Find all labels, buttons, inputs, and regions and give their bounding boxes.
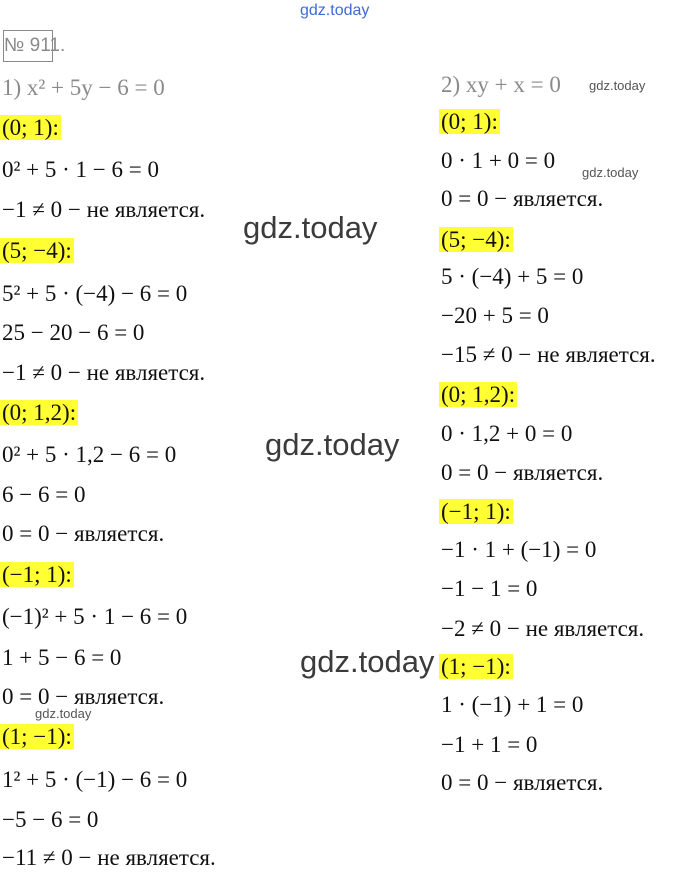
- part2-step: −1 · 1 + (−1) = 0: [441, 537, 597, 562]
- part2-step: 0 · 1 + 0 = 0: [441, 148, 556, 173]
- part2-step: −2 ≠ 0 − не является.: [441, 616, 645, 641]
- part2-step: 5 · (−4) + 5 = 0: [441, 264, 584, 289]
- part1-step: (−1)² + 5 · 1 − 6 = 0: [2, 604, 188, 629]
- part1-step: 5² + 5 · (−4) − 6 = 0: [2, 281, 188, 306]
- part1-step: −1 ≠ 0 − не является.: [2, 360, 206, 385]
- part2-step: 1 · (−1) + 1 = 0: [441, 692, 584, 717]
- part2-point-4: (1; −1):: [441, 654, 511, 679]
- watermark-big-2: gdz.today: [265, 427, 400, 462]
- watermark-big-3: gdz.today: [300, 644, 435, 679]
- part2-heading: 2) xy + x = 0: [441, 72, 561, 97]
- part1-step: 0² + 5 · 1 − 6 = 0: [2, 157, 159, 182]
- watermark-small-3: gdz.today: [35, 706, 92, 721]
- part2-step: −1 + 1 = 0: [441, 732, 538, 757]
- part1-point-4: (1; −1):: [2, 724, 72, 749]
- part2-point-0: (0; 1):: [441, 109, 498, 134]
- watermark-small-2: gdz.today: [582, 165, 639, 180]
- part2-point-2: (0; 1,2):: [441, 382, 516, 407]
- part1-step: 25 − 20 − 6 = 0: [2, 320, 145, 345]
- part1-step: −1 ≠ 0 − не является.: [2, 197, 206, 222]
- part1-step: 6 − 6 = 0: [2, 482, 86, 507]
- part1-step: 1 + 5 − 6 = 0: [2, 645, 122, 670]
- part1-step: 0² + 5 · 1,2 − 6 = 0: [2, 442, 177, 467]
- watermark-small-1: gdz.today: [589, 78, 646, 93]
- part2-step: −20 + 5 = 0: [441, 303, 549, 328]
- part2-step: 0 = 0 − является.: [441, 460, 604, 485]
- part2-step: 0 · 1,2 + 0 = 0: [441, 421, 573, 446]
- part1-point-1: (5; −4):: [2, 238, 72, 263]
- part1-point-2: (0; 1,2):: [2, 400, 77, 425]
- part2-step: 0 = 0 − является.: [441, 186, 604, 211]
- part2-step: 0 = 0 − является.: [441, 770, 604, 795]
- part1-heading: 1) x² + 5y − 6 = 0: [2, 75, 165, 100]
- part2-point-3: (−1; 1):: [441, 499, 511, 524]
- part1-step: −5 − 6 = 0: [2, 807, 99, 832]
- part1-step: −11 ≠ 0 − не является.: [2, 845, 216, 870]
- part1-point-3: (−1; 1):: [2, 562, 72, 587]
- part1-step: 1² + 5 · (−1) − 6 = 0: [2, 767, 188, 792]
- watermark-big-1: gdz.today: [243, 210, 378, 245]
- part2-step: −1 − 1 = 0: [441, 576, 538, 601]
- watermark-top: gdz.today: [300, 2, 370, 19]
- part1-point-0: (0; 1):: [2, 115, 59, 140]
- part1-step: 0 = 0 − является.: [2, 521, 165, 546]
- problem-number-badge: № 911.: [3, 30, 53, 62]
- part2-point-1: (5; −4):: [441, 227, 511, 252]
- part2-step: −15 ≠ 0 − не является.: [441, 342, 656, 367]
- part1-step: 0 = 0 − является.: [2, 684, 165, 709]
